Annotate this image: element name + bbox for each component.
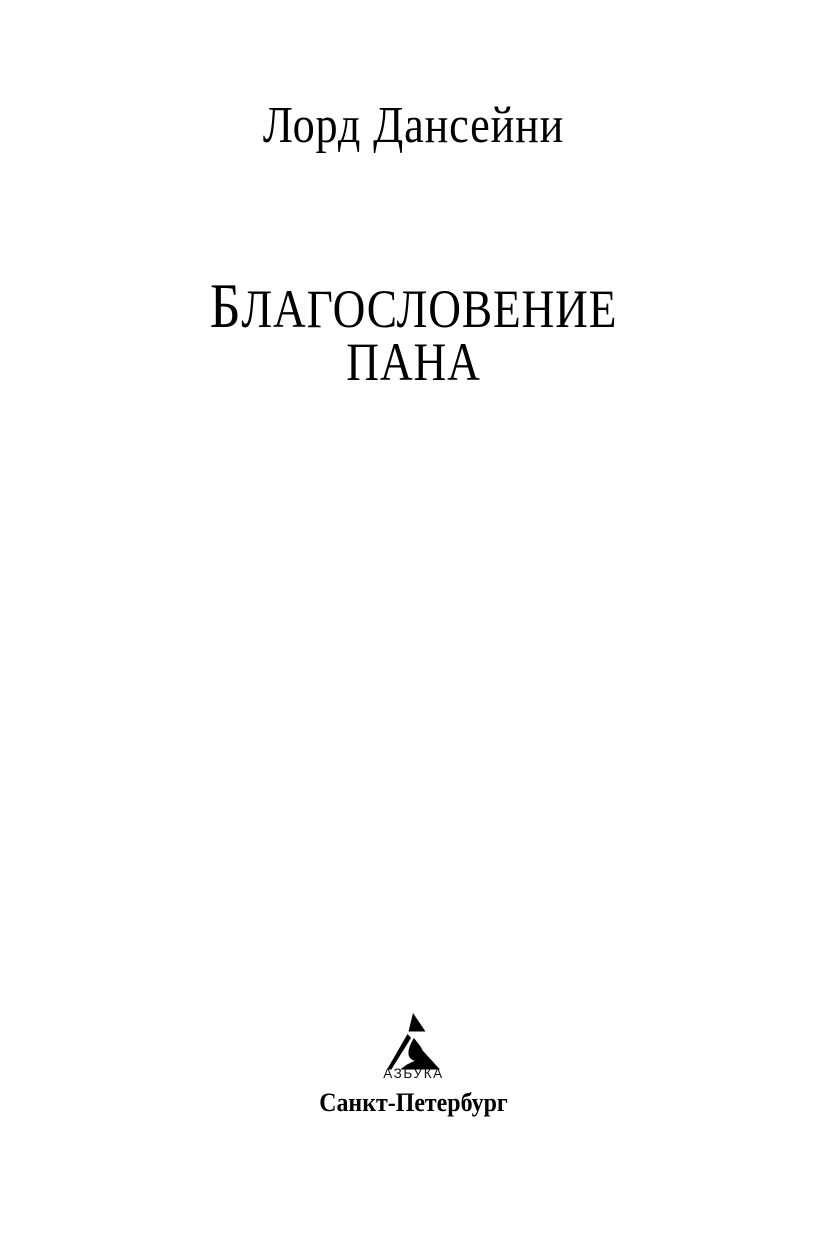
publisher-name: АЗБУКА [383, 1066, 444, 1081]
title-rest: ЛАГОСЛОВЕНИЕ [241, 279, 618, 339]
author-name: Лорд Дансейни [262, 97, 565, 154]
title-line-2: ПАНА [346, 332, 481, 392]
title-line-1 [66, 270, 761, 341]
publisher-city: Санкт-Петербург [319, 1088, 508, 1117]
publisher-logo [0, 1012, 827, 1068]
book-title [66, 270, 761, 392]
title-initial-letter: Б [209, 270, 242, 341]
